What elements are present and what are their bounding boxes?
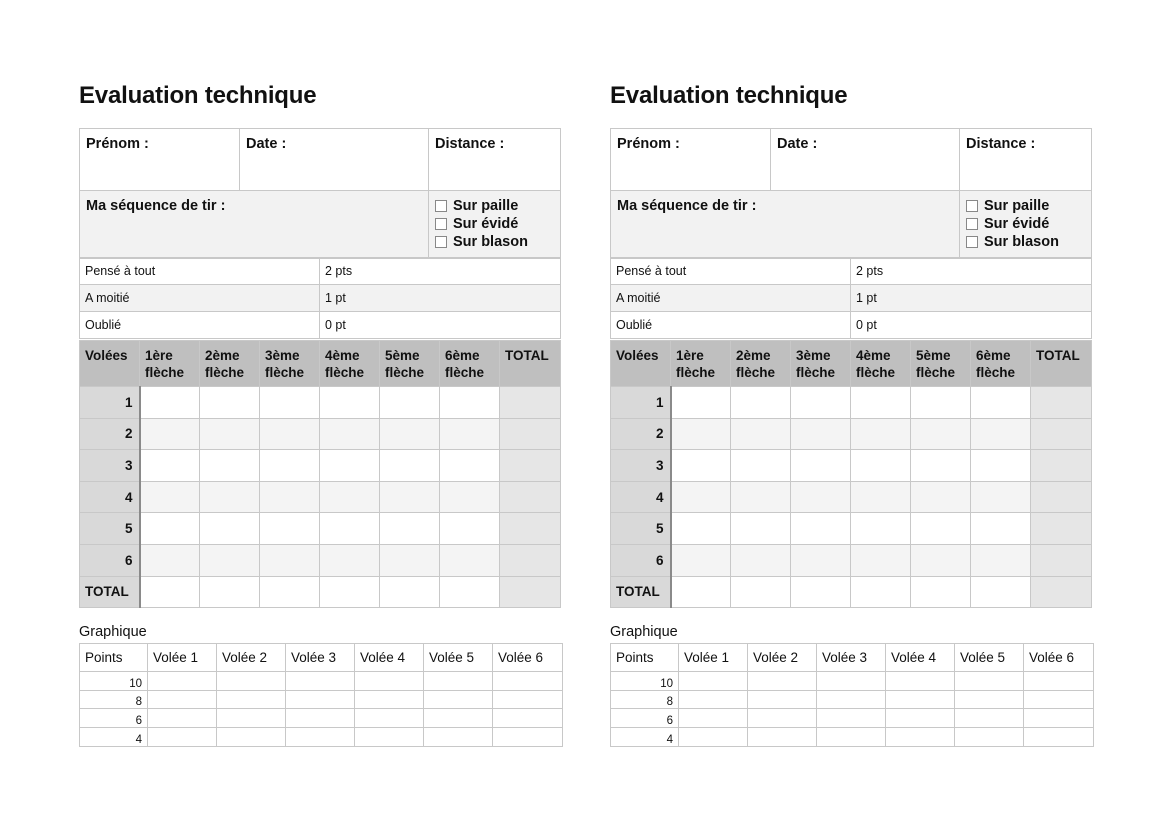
score-header: 1ère flèche [671,341,731,387]
score-cell[interactable] [200,576,260,608]
score-cell[interactable] [851,387,911,419]
score-table [79,340,561,608]
graph-header: Volée 4 [355,644,424,672]
graph-cell[interactable] [955,728,1024,747]
sequence-label: Ma séquence de tir : [86,198,226,214]
volee-label: 3 [80,450,140,482]
graph-cell[interactable] [355,672,424,691]
checkbox-icon[interactable] [435,218,447,230]
score-row [611,481,1092,513]
checkbox-icon[interactable] [966,200,978,212]
score-cell[interactable] [971,513,1031,545]
graph-cell[interactable] [955,690,1024,709]
score-header: 3ème flèche [260,341,320,387]
score-header: Volées [611,341,671,387]
score-cell[interactable] [671,450,731,482]
target-option[interactable] [966,233,1085,251]
volee-label: 1 [611,387,671,419]
scale-label: Oublié [611,312,851,339]
target-option[interactable] [966,215,1085,233]
graph-row [611,672,1094,691]
scale-row [80,258,561,285]
score-cell[interactable] [671,513,731,545]
graph-table [610,643,1094,747]
score-cell[interactable] [791,544,851,576]
scale-row [611,285,1092,312]
scale-value: 1 pt [851,285,1092,312]
score-cell[interactable] [911,544,971,576]
distance-label: Distance : [966,136,1036,152]
graph-row [80,728,563,747]
target-option-label: Sur évidé [453,216,519,232]
volee-label: 1 [80,387,140,419]
score-row [611,544,1092,576]
score-cell[interactable] [851,481,911,513]
graph-header: Volée 3 [286,644,355,672]
graph-cell[interactable] [493,672,563,691]
graph-cell[interactable] [217,690,286,709]
score-cell[interactable] [140,544,200,576]
score-cell[interactable] [911,387,971,419]
scale-value: 2 pts [320,258,561,285]
score-row [80,418,561,450]
graph-cell[interactable] [148,690,217,709]
graph-cell[interactable] [286,728,355,747]
score-cell[interactable] [380,418,440,450]
total-cell[interactable] [500,481,561,513]
scoring-scale-table [610,257,1092,339]
total-cell[interactable] [1031,513,1092,545]
target-option-label: Sur blason [984,234,1059,250]
score-row [611,387,1092,419]
score-header: 6ème flèche [971,341,1031,387]
scale-value: 0 pt [851,312,1092,339]
graph-label: Graphique [610,624,678,640]
scoring-scale-table [79,257,561,339]
total-cell[interactable] [1031,481,1092,513]
score-row [80,450,561,482]
volee-label: 6 [611,544,671,576]
graph-cell[interactable] [1024,672,1094,691]
score-row [80,513,561,545]
score-cell[interactable] [440,450,500,482]
score-cell[interactable] [851,544,911,576]
score-header: 4ème flèche [320,341,380,387]
score-cell[interactable] [731,418,791,450]
points-value: 6 [611,709,679,728]
score-cell[interactable] [911,576,971,608]
score-header: 2ème flèche [200,341,260,387]
sheet-title: Evaluation technique [79,82,317,109]
scale-value: 1 pt [320,285,561,312]
graph-cell[interactable] [817,690,886,709]
score-row [80,544,561,576]
score-cell[interactable] [791,387,851,419]
score-cell[interactable] [200,387,260,419]
total-cell[interactable] [1031,544,1092,576]
sequence-label: Ma séquence de tir : [617,198,757,214]
points-value: 10 [80,672,148,691]
score-cell[interactable] [140,576,200,608]
score-cell[interactable] [731,450,791,482]
scale-label: Pensé à tout [611,258,851,285]
volee-label: 5 [611,513,671,545]
score-cell[interactable] [380,450,440,482]
graph-header: Volée 4 [886,644,955,672]
points-value: 4 [611,728,679,747]
graph-cell[interactable] [355,728,424,747]
points-value: 8 [611,690,679,709]
score-row [80,576,561,608]
graph-cell[interactable] [955,672,1024,691]
score-cell[interactable] [971,544,1031,576]
score-header: Volées [80,341,140,387]
score-cell[interactable] [260,481,320,513]
graph-cell[interactable] [748,728,817,747]
score-cell[interactable] [260,576,320,608]
total-cell[interactable] [500,418,561,450]
graph-cell[interactable] [424,690,493,709]
graph-cell[interactable] [148,709,217,728]
score-cell[interactable] [140,481,200,513]
prenom-field[interactable] [80,129,240,191]
score-cell[interactable] [200,513,260,545]
score-cell[interactable] [971,481,1031,513]
graph-cell[interactable] [355,690,424,709]
score-row [611,418,1092,450]
graph-header: Points [80,644,148,672]
score-row [611,450,1092,482]
checkbox-icon[interactable] [435,236,447,248]
score-header: 3ème flèche [791,341,851,387]
score-cell[interactable] [140,513,200,545]
score-cell[interactable] [971,450,1031,482]
target-option[interactable] [435,197,554,215]
score-cell[interactable] [671,544,731,576]
score-cell[interactable] [791,450,851,482]
score-cell[interactable] [140,418,200,450]
score-cell[interactable] [200,450,260,482]
graph-cell[interactable] [886,672,955,691]
score-header: 6ème flèche [440,341,500,387]
checkbox-icon[interactable] [966,236,978,248]
checkbox-icon[interactable] [966,218,978,230]
total-cell[interactable] [500,544,561,576]
graph-row [80,690,563,709]
score-header: 5ème flèche [911,341,971,387]
score-cell[interactable] [440,387,500,419]
prenom-label: Prénom : [617,136,680,152]
score-cell[interactable] [200,418,260,450]
graph-cell[interactable] [148,728,217,747]
graph-row [80,709,563,728]
graph-cell[interactable] [955,709,1024,728]
score-cell[interactable] [260,450,320,482]
score-cell[interactable] [200,544,260,576]
score-cell[interactable] [320,387,380,419]
graph-cell[interactable] [424,672,493,691]
volee-label: 2 [80,418,140,450]
graph-cell[interactable] [1024,728,1094,747]
target-options [429,191,561,259]
graph-cell[interactable] [286,709,355,728]
graph-header: Volée 6 [1024,644,1094,672]
graph-header: Volée 6 [493,644,563,672]
volee-label: TOTAL [80,576,140,608]
graph-cell[interactable] [679,728,748,747]
graph-cell[interactable] [1024,690,1094,709]
info-table [79,128,561,259]
score-cell[interactable] [971,576,1031,608]
graph-cell[interactable] [424,709,493,728]
graph-cell[interactable] [286,690,355,709]
score-cell[interactable] [320,418,380,450]
score-cell[interactable] [911,418,971,450]
distance-label: Distance : [435,136,505,152]
score-cell[interactable] [671,387,731,419]
date-label: Date : [777,136,818,152]
score-cell[interactable] [320,450,380,482]
points-value: 6 [80,709,148,728]
graph-cell[interactable] [817,728,886,747]
total-cell[interactable] [500,513,561,545]
graph-header: Volée 5 [955,644,1024,672]
graph-row [611,709,1094,728]
total-cell[interactable] [1031,450,1092,482]
info-table [610,128,1092,259]
score-cell[interactable] [971,418,1031,450]
score-cell[interactable] [260,387,320,419]
score-header: 5ème flèche [380,341,440,387]
graph-header: Volée 3 [817,644,886,672]
distance-field[interactable] [960,129,1092,191]
score-cell[interactable] [671,481,731,513]
volee-label: 2 [611,418,671,450]
scale-row [80,312,561,339]
graph-header: Volée 2 [748,644,817,672]
graph-cell[interactable] [679,709,748,728]
score-cell[interactable] [791,576,851,608]
score-cell[interactable] [320,481,380,513]
scale-label: Pensé à tout [80,258,320,285]
score-row [80,387,561,419]
score-cell[interactable] [260,418,320,450]
total-cell[interactable] [1031,576,1092,608]
graph-cell[interactable] [217,709,286,728]
points-value: 10 [611,672,679,691]
graph-cell[interactable] [148,672,217,691]
scale-label: Oublié [80,312,320,339]
score-cell[interactable] [671,418,731,450]
scale-label: A moitié [611,285,851,312]
graph-row [611,690,1094,709]
score-cell[interactable] [200,481,260,513]
prenom-label: Prénom : [86,136,149,152]
graph-row [611,728,1094,747]
total-cell[interactable] [500,450,561,482]
score-cell[interactable] [851,418,911,450]
points-value: 4 [80,728,148,747]
graph-cell[interactable] [886,709,955,728]
score-row [611,576,1092,608]
volee-label: 4 [611,481,671,513]
score-cell[interactable] [380,481,440,513]
graph-cell[interactable] [679,690,748,709]
score-cell[interactable] [320,513,380,545]
sequence-field[interactable] [611,191,960,259]
scale-row [80,285,561,312]
volee-label: TOTAL [611,576,671,608]
graph-cell[interactable] [217,672,286,691]
graph-row [80,672,563,691]
score-cell[interactable] [731,544,791,576]
score-header: TOTAL [1031,341,1092,387]
target-option[interactable] [435,233,554,251]
date-field[interactable] [240,129,429,191]
graph-cell[interactable] [1024,709,1094,728]
graph-cell[interactable] [748,709,817,728]
scale-value: 0 pt [320,312,561,339]
total-cell[interactable] [1031,418,1092,450]
score-cell[interactable] [440,576,500,608]
score-cell[interactable] [440,544,500,576]
score-cell[interactable] [731,576,791,608]
score-header: 2ème flèche [731,341,791,387]
target-option-label: Sur paille [984,198,1050,214]
score-cell[interactable] [320,544,380,576]
target-option-label: Sur blason [453,234,528,250]
graph-cell[interactable] [493,728,563,747]
target-option[interactable] [435,215,554,233]
date-field[interactable] [771,129,960,191]
scale-label: A moitié [80,285,320,312]
score-cell[interactable] [911,513,971,545]
score-cell[interactable] [380,544,440,576]
graph-cell[interactable] [679,672,748,691]
distance-field[interactable] [429,129,561,191]
score-cell[interactable] [260,544,320,576]
graph-cell[interactable] [817,709,886,728]
score-cell[interactable] [791,513,851,545]
graph-cell[interactable] [217,728,286,747]
score-cell[interactable] [260,513,320,545]
score-cell[interactable] [380,513,440,545]
score-cell[interactable] [140,450,200,482]
graph-cell[interactable] [748,672,817,691]
score-cell[interactable] [380,576,440,608]
sheet-title: Evaluation technique [610,82,848,109]
score-table [610,340,1092,608]
graph-cell[interactable] [817,672,886,691]
score-cell[interactable] [851,450,911,482]
score-row [611,513,1092,545]
score-row [80,481,561,513]
date-label: Date : [246,136,287,152]
graph-cell[interactable] [286,672,355,691]
score-cell[interactable] [440,418,500,450]
graph-header: Volée 5 [424,644,493,672]
graph-cell[interactable] [493,709,563,728]
sequence-field[interactable] [80,191,429,259]
score-cell[interactable] [731,481,791,513]
graph-header: Points [611,644,679,672]
total-cell[interactable] [500,387,561,419]
total-cell[interactable] [500,576,561,608]
score-cell[interactable] [671,576,731,608]
score-cell[interactable] [380,387,440,419]
graph-cell[interactable] [886,690,955,709]
graph-header: Volée 1 [148,644,217,672]
target-options [960,191,1092,259]
score-cell[interactable] [971,387,1031,419]
checkbox-icon[interactable] [435,200,447,212]
target-option[interactable] [966,197,1085,215]
scale-value: 2 pts [851,258,1092,285]
graph-cell[interactable] [493,690,563,709]
score-cell[interactable] [440,481,500,513]
prenom-field[interactable] [611,129,771,191]
target-option-label: Sur paille [453,198,519,214]
points-value: 8 [80,690,148,709]
score-header: TOTAL [500,341,561,387]
graph-header: Volée 1 [679,644,748,672]
score-cell[interactable] [320,576,380,608]
volee-label: 5 [80,513,140,545]
score-cell[interactable] [851,576,911,608]
total-cell[interactable] [1031,387,1092,419]
score-cell[interactable] [791,481,851,513]
score-header: 1ère flèche [140,341,200,387]
score-cell[interactable] [791,418,851,450]
scale-row [611,312,1092,339]
graph-cell[interactable] [748,690,817,709]
score-cell[interactable] [911,450,971,482]
score-header: 4ème flèche [851,341,911,387]
score-cell[interactable] [851,513,911,545]
scale-row [611,258,1092,285]
graph-cell[interactable] [424,728,493,747]
graph-table [79,643,563,747]
graph-header: Volée 2 [217,644,286,672]
volee-label: 3 [611,450,671,482]
target-option-label: Sur évidé [984,216,1050,232]
graph-label: Graphique [79,624,147,640]
score-cell[interactable] [731,387,791,419]
graph-cell[interactable] [886,728,955,747]
score-cell[interactable] [440,513,500,545]
graph-cell[interactable] [355,709,424,728]
score-cell[interactable] [731,513,791,545]
volee-label: 4 [80,481,140,513]
score-cell[interactable] [911,481,971,513]
score-cell[interactable] [140,387,200,419]
volee-label: 6 [80,544,140,576]
